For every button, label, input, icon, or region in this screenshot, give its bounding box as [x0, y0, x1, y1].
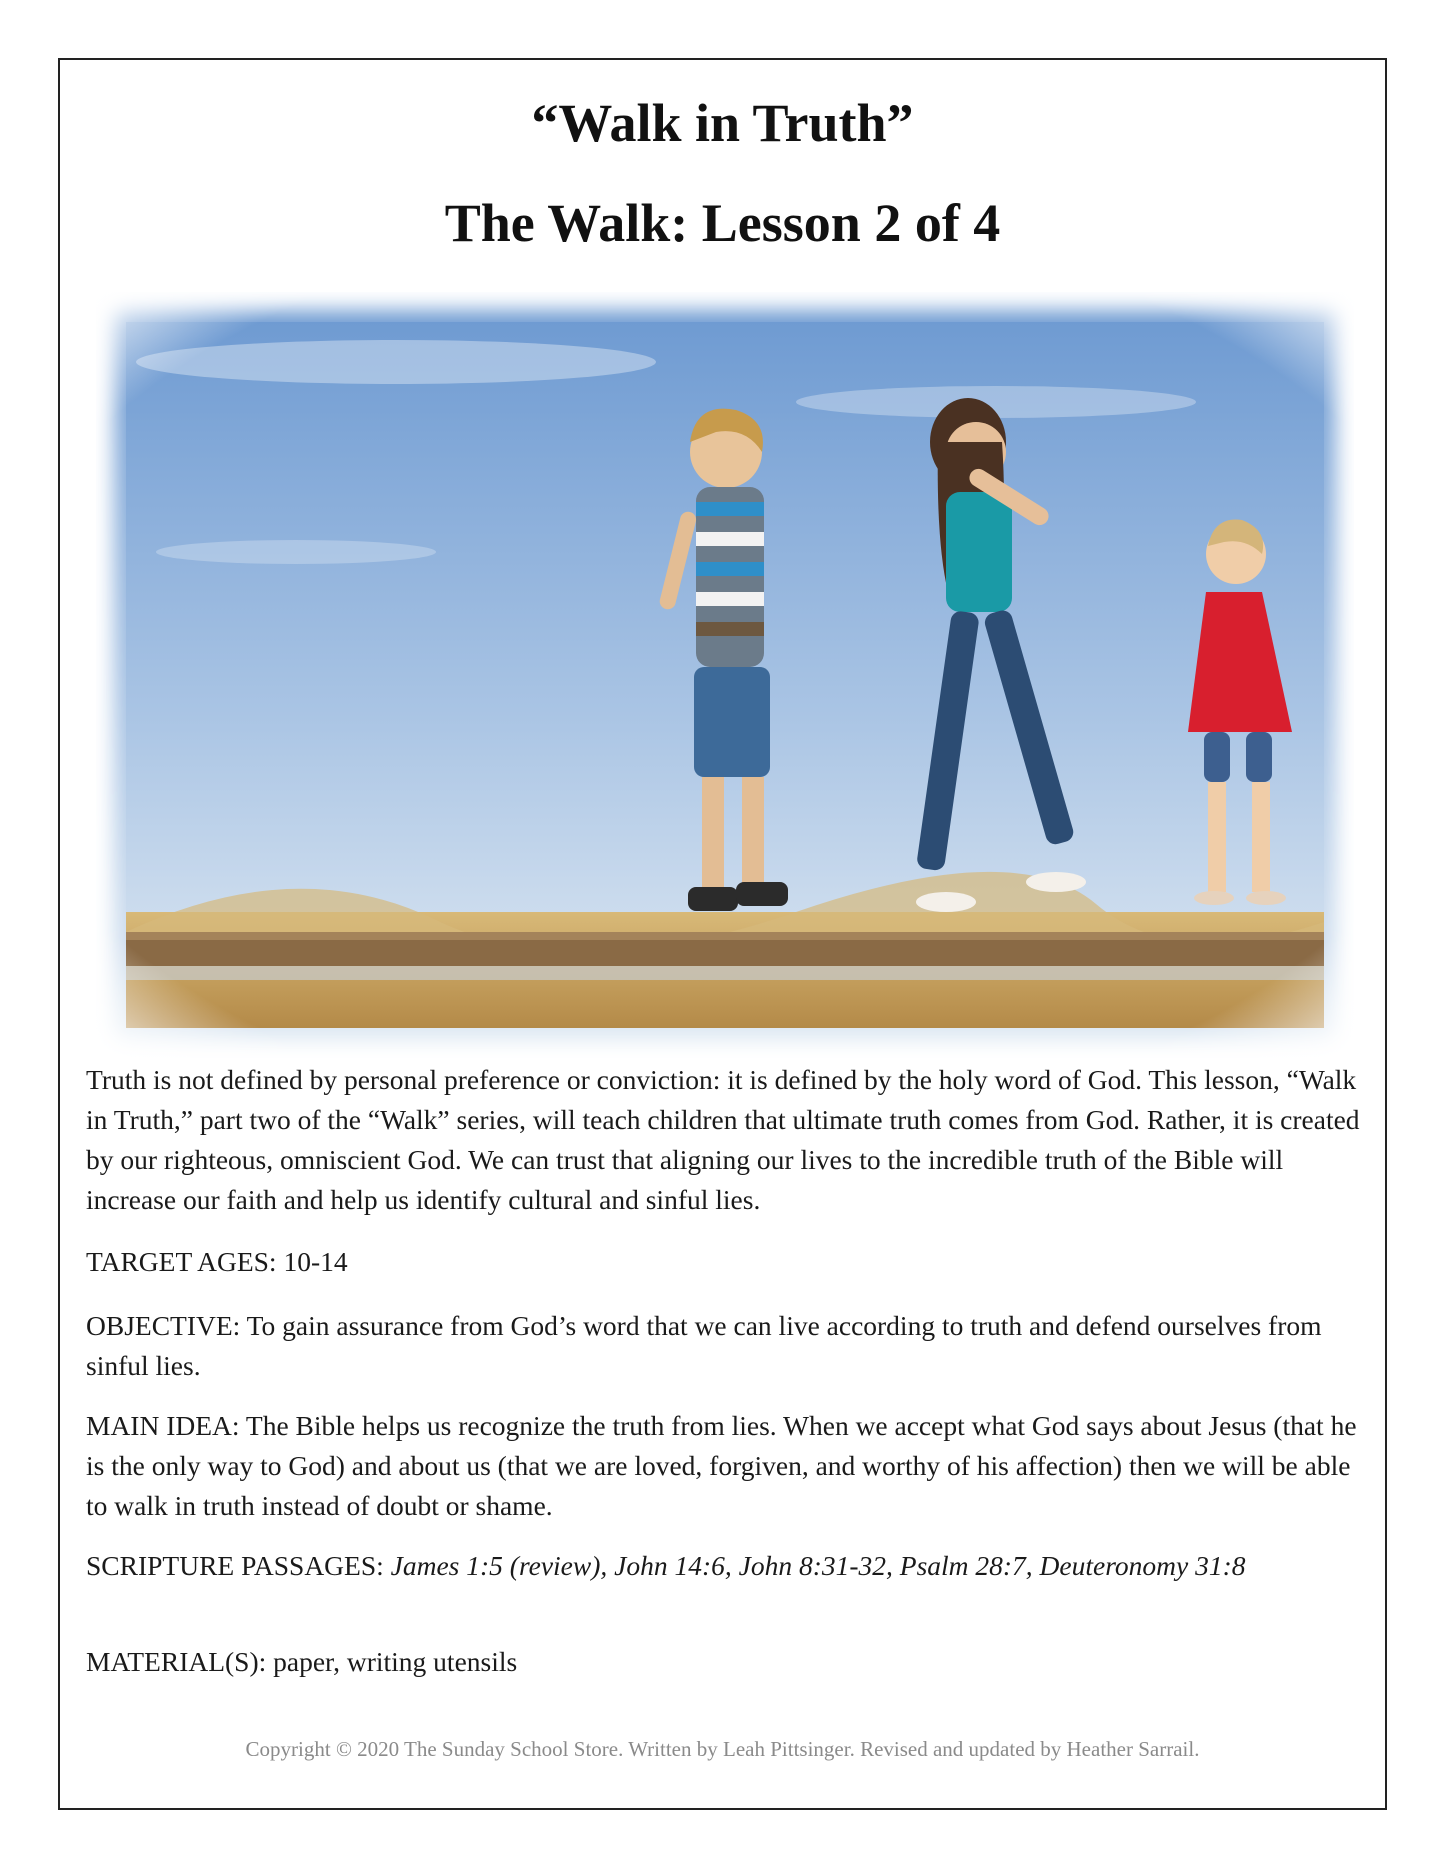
objective: OBJECTIVE: To gain assurance from God’s word that we can live according to truth and defend ourselves from sinful lies. [86, 1310, 1322, 1381]
lesson-page [58, 58, 1387, 1810]
materials: MATERIAL(S): paper, writing utensils [86, 1646, 518, 1677]
scripture-refs: James 1:5 (review), John 14:6, John 8:31-32, Psalm 28:7, Deuteronomy 31:8 [390, 1550, 1246, 1581]
main-idea: MAIN IDEA: The Bible helps us recognize the truth from lies. When we accept what God says about Jesus (that he is the only way to God) and about us (that we are loved, forgiven, and worthy of his affection) then we will be able to walk in truth instead of doubt or shame. [86, 1410, 1357, 1521]
scripture-label: SCRIPTURE PASSAGES: [86, 1550, 391, 1581]
scripture-passages [86, 1546, 1364, 1586]
target-ages: TARGET AGES: 10-14 [86, 1246, 348, 1277]
lesson-photo [96, 292, 1354, 1058]
children-walking-on-beam-photo [96, 292, 1354, 1058]
page-title: “Walk in Truth” [531, 93, 914, 153]
copyright-notice: Copyright © 2020 The Sunday School Store. Written by Leah Pittsinger. Revised and updated by Heather Sarrail. [245, 1737, 1200, 1761]
lesson-intro: Truth is not defined by personal preference or conviction: it is defined by the holy word of God. This lesson, “Walk in Truth,” part two of the “Walk” series, will teach children that ultimate truth comes from God. Rather, it is created by our righteous, omniscient God. We can trust that aligning our lives to the incredible truth of the Bible will increase our faith and help us identify cultural and sinful lies. [86, 1064, 1360, 1215]
page-subtitle: The Walk: Lesson 2 of 4 [444, 193, 1001, 253]
